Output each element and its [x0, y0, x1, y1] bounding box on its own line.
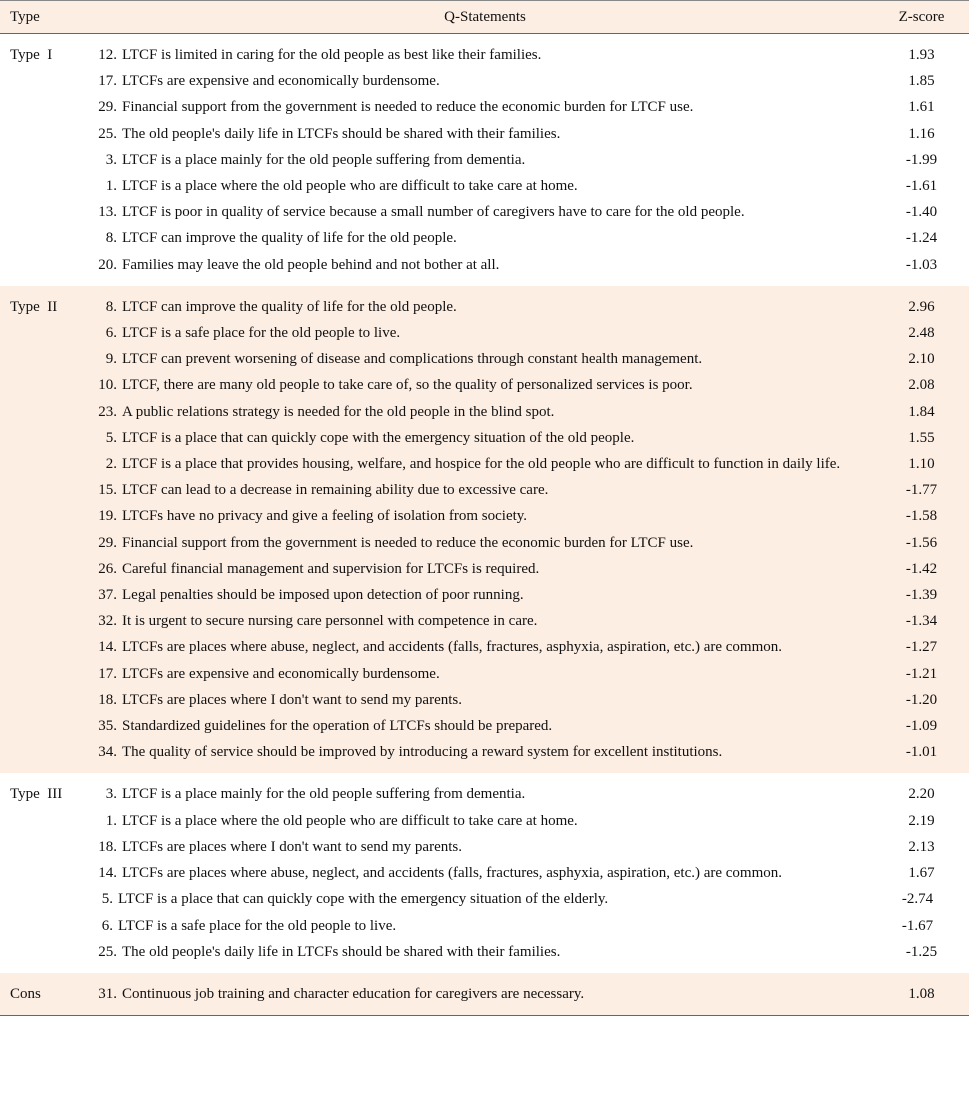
table-row — [0, 860, 969, 886]
table-row — [0, 225, 969, 251]
table-row — [0, 121, 969, 147]
z-score-value: 1.16 — [908, 125, 935, 142]
statement-number: 14. — [98, 639, 117, 656]
statement-number: 26. — [98, 560, 117, 577]
statement-text: The quality of service should be improved by introducing a reward system for excellent institutions. — [122, 744, 723, 761]
z-score-value: 1.08 — [908, 985, 935, 1002]
z-score-value: 1.93 — [908, 47, 935, 63]
statement-text: LTCF is poor in quality of service because a small number of caregivers have to care for the old people. — [122, 204, 745, 221]
statement-number: 37. — [98, 587, 117, 604]
table-row — [0, 372, 969, 398]
statement-text: LTCF is limited in caring for the old people as best like their families. — [122, 47, 542, 63]
table-row — [0, 147, 969, 173]
table-row — [0, 808, 969, 834]
statement-number: 1. — [105, 178, 117, 195]
statement-number: 19. — [98, 508, 117, 525]
statement-text: LTCF can prevent worsening of disease and complications through constant health management. — [122, 351, 703, 368]
table-row — [0, 582, 969, 608]
table-row — [0, 781, 969, 807]
statement-number: 8. — [105, 230, 117, 247]
statement-number: 18. — [98, 838, 117, 855]
statement-number: 1. — [105, 812, 117, 829]
table-row — [0, 661, 969, 687]
table-row — [0, 173, 969, 199]
z-score-value: -1.01 — [905, 744, 938, 761]
statement-text: Standardized guidelines for the operation of LTCFs should be prepared. — [122, 718, 553, 735]
table-row — [0, 42, 969, 68]
statement-text: LTCF is a place where the old people who are difficult to take care at home. — [122, 812, 578, 829]
statement-number: 10. — [98, 377, 117, 394]
table-row — [0, 94, 969, 120]
header-q-statements: Q-Statements — [444, 8, 526, 25]
table-row — [0, 530, 969, 556]
statement-number: 18. — [98, 691, 117, 708]
table-row — [0, 981, 969, 1007]
statement-text: LTCF is a safe place for the old people to live. — [122, 325, 401, 342]
group-1 — [0, 34, 969, 286]
z-score-value: -2.74 — [901, 891, 934, 908]
statement-text: The old people's daily life in LTCFs should be shared with their families. — [122, 943, 561, 960]
table-row — [0, 252, 969, 278]
z-score-value: -1.58 — [905, 508, 938, 525]
z-score-value: -1.42 — [905, 560, 938, 577]
z-score-value: -1.09 — [905, 718, 938, 735]
statement-number: 12. — [98, 47, 117, 63]
statement-number: 2. — [105, 456, 117, 473]
statement-number: 6. — [101, 917, 113, 934]
statement-number: 3. — [105, 151, 117, 168]
z-score-value: 1.55 — [908, 429, 935, 446]
table-row — [0, 199, 969, 225]
statement-number: 23. — [98, 403, 117, 420]
statement-text: The old people's daily life in LTCFs should be shared with their families. — [122, 125, 561, 142]
z-score-value: 2.48 — [908, 325, 935, 342]
z-score-value: -1.24 — [905, 230, 938, 247]
table-row — [0, 320, 969, 346]
table-row — [0, 68, 969, 94]
table-row — [0, 425, 969, 451]
table-body — [0, 34, 969, 1016]
statement-number: 3. — [105, 786, 117, 803]
z-score-value: 1.10 — [908, 456, 935, 473]
header-type: Type — [10, 8, 40, 25]
statement-number: 29. — [98, 534, 117, 551]
statement-text: LTCF can improve the quality of life for the old people. — [122, 298, 457, 315]
table-row — [0, 477, 969, 503]
z-score-value: -1.77 — [905, 482, 938, 499]
statement-text: LTCFs have no privacy and give a feeling of isolation from society. — [122, 508, 528, 525]
table-row — [0, 451, 969, 477]
statement-text: LTCF can improve the quality of life for the old people. — [122, 230, 457, 247]
table-row — [0, 739, 969, 765]
statement-text: Careful financial management and supervision for LTCFs is required. — [122, 560, 540, 577]
z-score-value: 1.84 — [908, 403, 935, 420]
statement-text: Financial support from the government is needed to reduce the economic burden for LTCF use. — [122, 99, 694, 116]
table-row — [0, 294, 969, 320]
statement-number: 6. — [105, 325, 117, 342]
z-score-value: -1.40 — [905, 204, 938, 221]
statement-number: 32. — [98, 613, 117, 630]
statement-text: LTCF is a safe place for the old people to live. — [118, 917, 397, 934]
z-score-value: 2.08 — [908, 377, 935, 394]
z-score-value: -1.56 — [905, 534, 938, 551]
statement-number: 15. — [98, 482, 117, 499]
statement-number: 5. — [101, 891, 113, 908]
table-row — [0, 608, 969, 634]
z-score-value: 2.10 — [908, 351, 935, 368]
z-score-value: -1.20 — [905, 691, 938, 708]
statement-text: Legal penalties should be imposed upon detection of poor running. — [122, 587, 524, 604]
statement-text: LTCF is a place that can quickly cope with the emergency situation of the elderly. — [118, 891, 609, 908]
table-row — [0, 913, 969, 939]
statement-text: LTCFs are places where I don't want to send my parents. — [122, 838, 462, 855]
table-row — [0, 939, 969, 965]
statement-text: LTCFs are places where abuse, neglect, and accidents (falls, fractures, asphyxia, aspiration, etc.) are common. — [122, 639, 783, 656]
group-2 — [0, 286, 969, 774]
statement-text: LTCFs are places where I don't want to send my parents. — [122, 691, 462, 708]
z-score-value: -1.39 — [905, 587, 938, 604]
statement-text: Continuous job training and character education for caregivers are necessary. — [122, 985, 585, 1002]
statement-text: Families may leave the old people behind and not bother at all. — [122, 256, 500, 273]
statement-number: 9. — [105, 351, 117, 368]
z-score-value: -1.21 — [905, 665, 938, 682]
statement-text: LTCF is a place mainly for the old people suffering from dementia. — [122, 151, 526, 168]
group-4 — [0, 973, 969, 1016]
z-score-value: 2.13 — [908, 838, 935, 855]
statement-text: LTCF is a place where the old people who are difficult to take care at home. — [122, 178, 578, 195]
statement-text: LTCFs are expensive and economically burdensome. — [122, 73, 440, 90]
statement-number: 25. — [98, 943, 117, 960]
z-score-value: 2.96 — [908, 298, 935, 315]
z-score-value: 2.20 — [908, 786, 935, 803]
group-label: Type I — [10, 47, 53, 63]
statement-text: LTCF is a place that provides housing, welfare, and hospice for the old people who are difficult to function in daily life. — [122, 456, 841, 473]
statement-text: LTCFs are places where abuse, neglect, and accidents (falls, fractures, asphyxia, aspiration, etc.) are common. — [122, 865, 783, 882]
statement-text: LTCF can lead to a decrease in remaining ability due to excessive care. — [122, 482, 549, 499]
statement-text: LTCF, there are many old people to take care of, so the quality of personalized services is poor. — [122, 377, 693, 394]
statement-number: 14. — [98, 865, 117, 882]
table-row — [0, 687, 969, 713]
z-score-value: -1.25 — [905, 943, 938, 960]
table-row — [0, 503, 969, 529]
z-score-value: -1.03 — [905, 256, 938, 273]
statement-number: 17. — [98, 73, 117, 90]
z-score-value: -1.34 — [905, 613, 938, 630]
statement-number: 17. — [98, 665, 117, 682]
z-score-value: 2.19 — [908, 812, 935, 829]
table-row — [0, 346, 969, 372]
statement-number: 31. — [98, 985, 117, 1002]
statement-number: 8. — [105, 298, 117, 315]
statement-text: It is urgent to secure nursing care personnel with competence in care. — [122, 613, 538, 630]
statement-number: 35. — [98, 718, 117, 735]
statement-text: LTCFs are expensive and economically burdensome. — [122, 665, 440, 682]
statement-number: 34. — [98, 744, 117, 761]
z-score-value: 1.85 — [908, 73, 935, 90]
statement-text: A public relations strategy is needed for the old people in the blind spot. — [122, 403, 555, 420]
statement-number: 29. — [98, 99, 117, 116]
table-row — [0, 556, 969, 582]
z-score-value: -1.67 — [901, 917, 934, 934]
statement-text: LTCF is a place that can quickly cope with the emergency situation of the old people. — [122, 429, 635, 446]
table-header — [0, 0, 969, 34]
statement-text: Financial support from the government is needed to reduce the economic burden for LTCF use. — [122, 534, 694, 551]
table-row — [0, 834, 969, 860]
table-row — [0, 886, 969, 912]
table-row — [0, 634, 969, 660]
statement-number: 13. — [98, 204, 117, 221]
z-score-value: -1.27 — [905, 639, 938, 656]
group-3 — [0, 773, 969, 972]
header-z-score: Z-score — [898, 8, 945, 25]
table-row — [0, 399, 969, 425]
z-score-value: 1.67 — [908, 865, 935, 882]
statement-text: LTCF is a place mainly for the old people suffering from dementia. — [122, 786, 526, 803]
statement-number: 20. — [98, 256, 117, 273]
statement-number: 25. — [98, 125, 117, 142]
statement-number: 5. — [105, 429, 117, 446]
table-row — [0, 713, 969, 739]
z-score-value: 1.61 — [908, 99, 935, 116]
group-label: Cons — [10, 985, 41, 1002]
group-label: Type II — [10, 298, 58, 315]
z-score-value: -1.61 — [905, 178, 938, 195]
z-score-value: -1.99 — [905, 151, 938, 168]
group-label: Type III — [10, 786, 63, 803]
